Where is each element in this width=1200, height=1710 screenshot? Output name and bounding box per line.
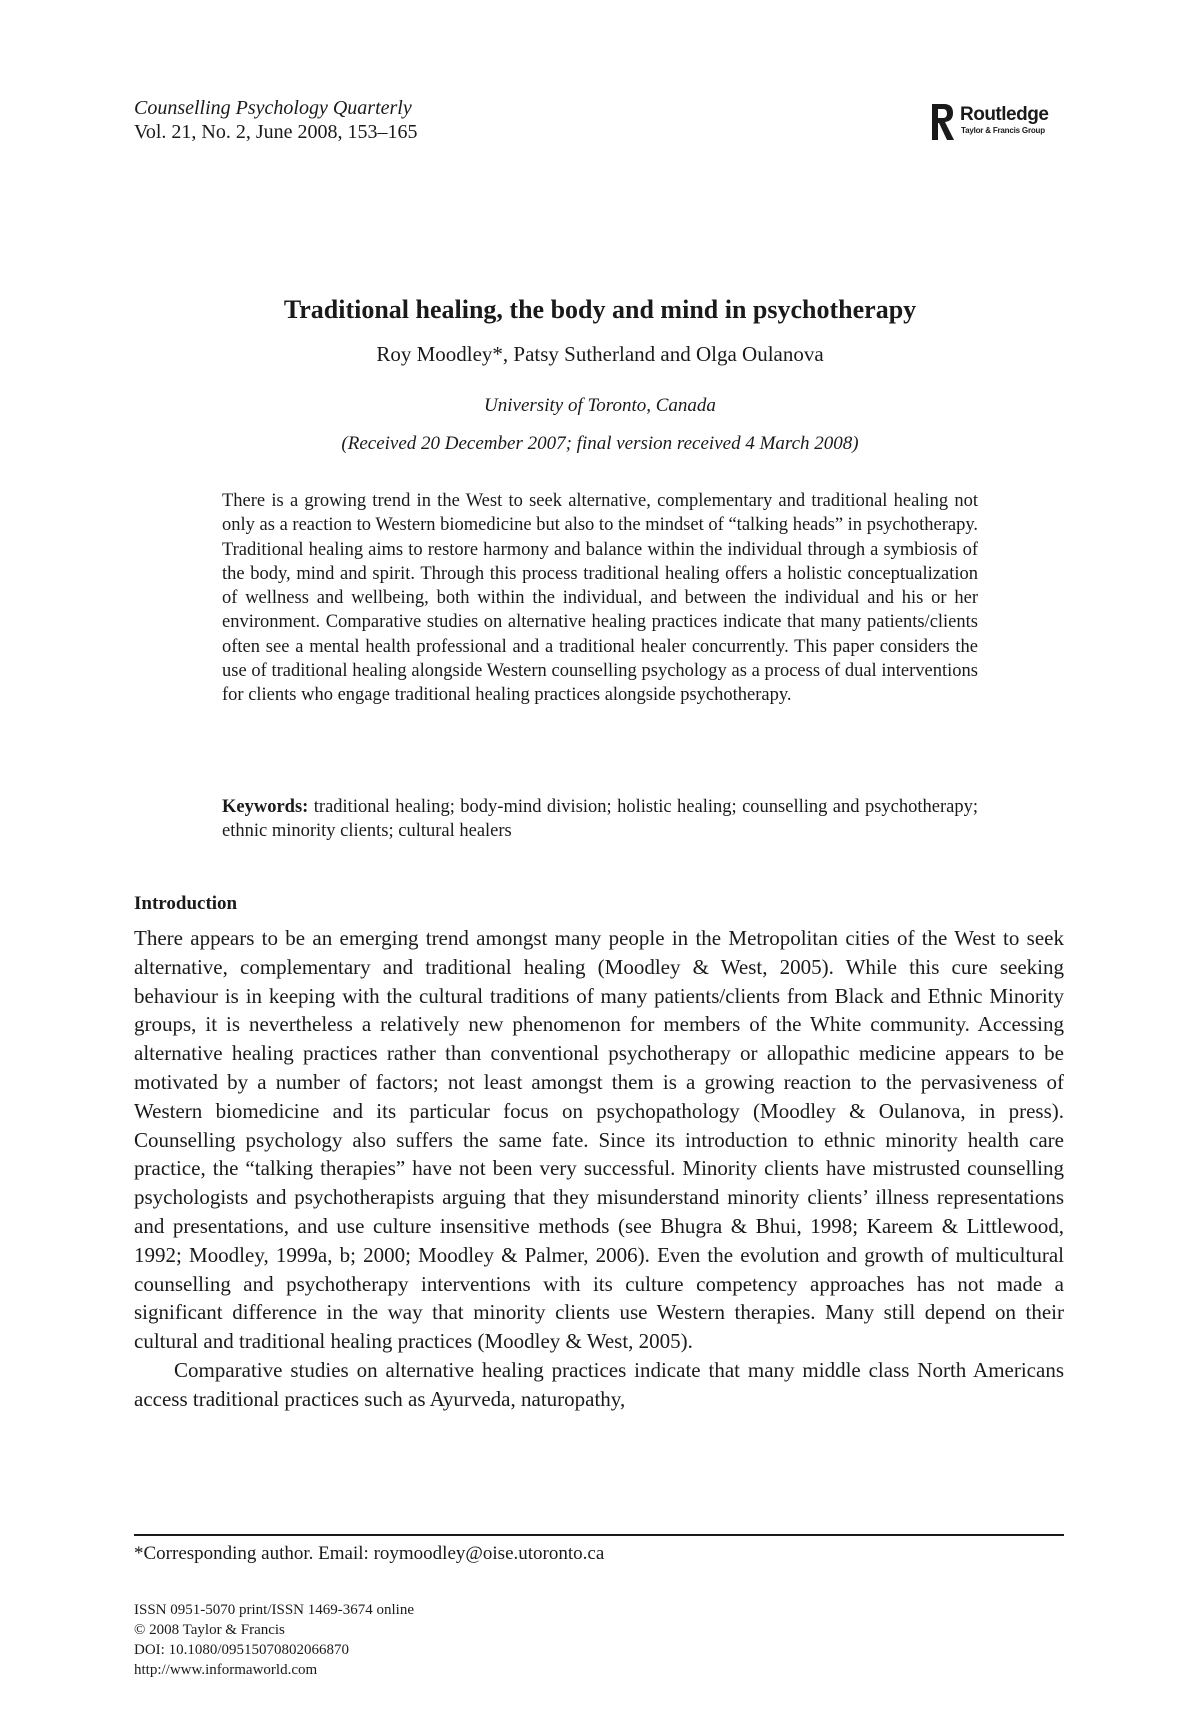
introduction-body [134, 924, 1064, 1414]
article-title: Traditional healing, the body and mind in psychotherapy [283, 295, 917, 324]
publisher-logo [930, 100, 1070, 146]
keywords [222, 795, 978, 844]
publication-meta [134, 1600, 414, 1680]
corresponding-author-footnote: *Corresponding author. Email: roymoodley@oise.utoronto.ca [134, 1543, 605, 1564]
routledge-r-icon [930, 102, 956, 142]
journal-header [134, 96, 418, 144]
doi: DOI: 10.1080/09515070802066870 [134, 1642, 349, 1658]
footnote-divider [134, 1534, 1064, 1536]
issn: ISSN 0951-5070 print/ISSN 1469-3674 online [134, 1602, 415, 1618]
received-dates: (Received 20 December 2007; final version received 4 March 2008) [341, 433, 859, 454]
article-authors: Roy Moodley*, Patsy Sutherland and Olga Oulanova [376, 342, 824, 366]
section-heading-introduction: Introduction [134, 893, 238, 914]
volume-info: Vol. 21, No. 2, June 2008, 153–165 [134, 121, 418, 143]
paragraph: Comparative studies on alternative healing practices indicate that many middle class North Americans access traditional practices such as Ayurveda, naturopathy, [134, 1357, 1064, 1411]
paragraph: There appears to be an emerging trend amongst many people in the Metropolitan cities of the West to seek alternative, complementary and traditional healing (Moodley & West, 2005). While this cure seeking behaviour is in keeping with the cultural traditions of many patients/clients from Black and Ethnic Minority groups, it is nevertheless a relatively new phenomenon for members of the White community. Accessing alternative healing practices rather than conventional psychotherapy or allopathic medicine appears to be motivated by a number of factors; not least amongst them is a growing reaction to the pervasiveness of Western biomedicine and its particular focus on psychopathology (Moodley & Oulanova, in press). Counselling psychology also suffers the same fate. Since its introduction to ethnic minority health care practice, the “talking therapies” have not been very successful. Minority clients have mistrusted counselling psychologists and psychotherapists arguing that they misunderstand minority clients’ illness representations and presentations, and use culture insensitive methods (see Bhugra & Bhui, 1998; Kareem & Littlewood, 1992; Moodley, 1999a, b; 2000; Moodley & Palmer, 2006). Even the evolution and growth of multicultural counselling and psychotherapy interventions with its culture competency approaches has not made a significant difference in the way that minority clients use Western therapies. Many still depend on their cultural and traditional healing practices (Moodley & West, 2005). [134, 926, 1064, 1354]
publisher-brand: Routledge [960, 104, 1049, 125]
abstract: There is a growing trend in the West to seek alternative, complementary and traditional healing not only as a reaction to Western biomedicine but also to the mindset of “talking heads” in psychotherapy. Traditional healing aims to restore harmony and balance within the individual through a symbiosis of the body, mind and spirit. Through this process traditional healing offers a holistic conceptualization of wellness and wellbeing, both within the individual, and between the individual and his or her environment. Comparative studies on alternative healing practices indicate that many patients/clients often see a mental health professional and a traditional healer concurrently. This paper considers the use of traditional healing alongside Western counselling psychology as a process of dual interventions for clients who engage traditional healing practices alongside psychotherapy. [222, 491, 978, 706]
keywords-label: Keywords: [222, 797, 309, 817]
journal-name: Counselling Psychology Quarterly [134, 97, 412, 119]
copyright: © 2008 Taylor & Francis [134, 1622, 285, 1638]
publisher-sub: Taylor & Francis Group [961, 126, 1045, 135]
article-affiliation: University of Toronto, Canada [484, 395, 716, 416]
publisher-url-link[interactable]: http://www.informaworld.com [134, 1662, 318, 1678]
keywords-list: traditional healing; body-mind division; holistic healing; counselling and psychotherapy; ethnic minority clients; cultural healers [222, 797, 978, 842]
